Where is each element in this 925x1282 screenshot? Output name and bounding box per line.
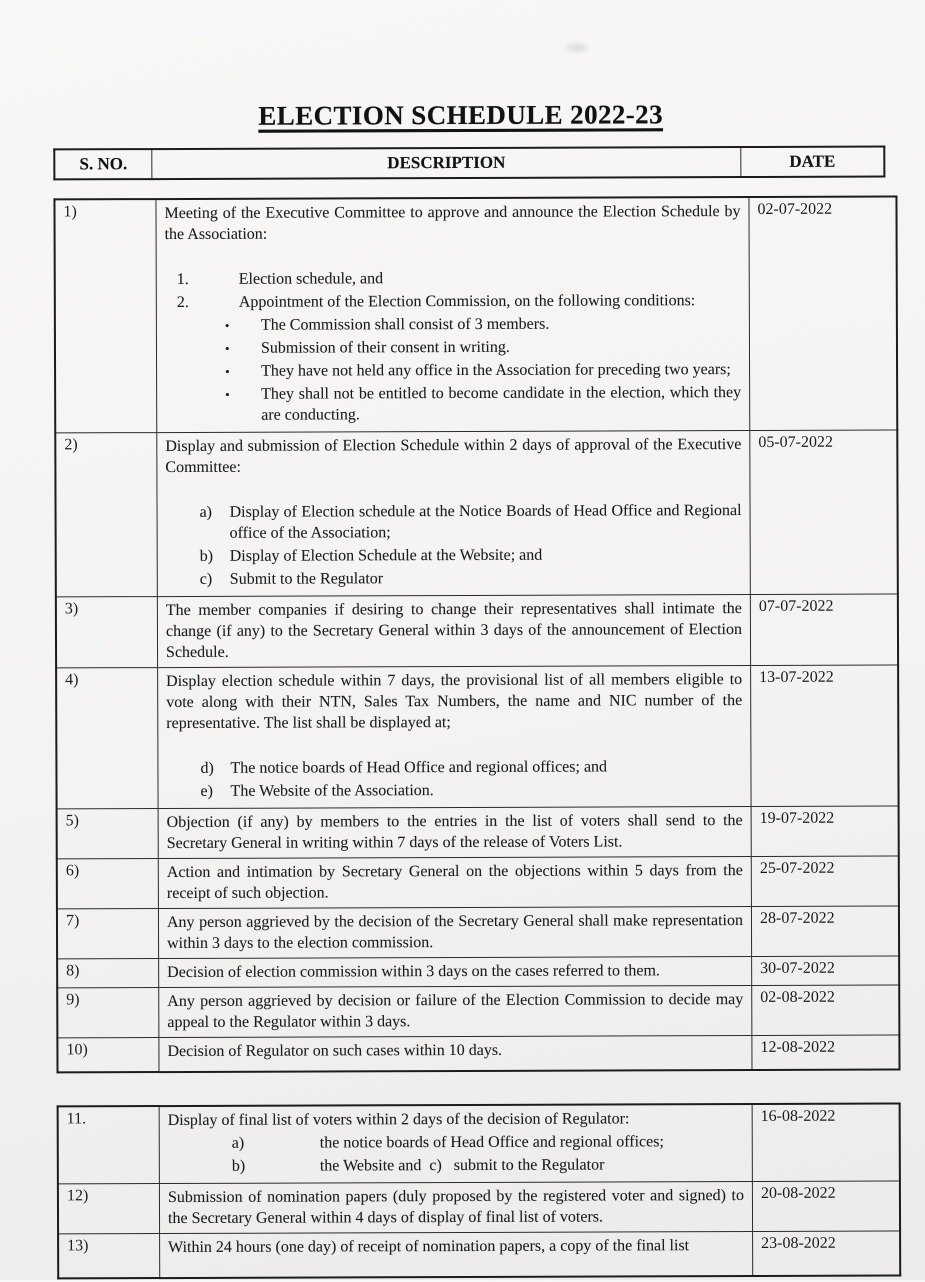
list-item — [165, 267, 741, 290]
schedule-row — [58, 1181, 900, 1234]
sno-cell — [57, 1038, 159, 1073]
paragraph-gap — [166, 732, 742, 756]
list-item-text: Submit to the Regulator — [229, 570, 384, 588]
schedule-row — [57, 906, 899, 959]
sno-cell — [57, 909, 159, 959]
schedule-row — [57, 856, 899, 909]
column-header-table — [53, 146, 885, 181]
description-cell — [159, 1035, 752, 1072]
description-cell — [159, 956, 752, 987]
sno-cell — [58, 1106, 160, 1184]
date-cell — [752, 985, 900, 1036]
paragraph-gap — [165, 476, 741, 500]
description-cell — [158, 806, 751, 858]
date-value: 30-07-2022 — [760, 959, 835, 977]
list-item-text: The Website of the Association. — [230, 782, 434, 800]
list-item — [165, 336, 741, 359]
date-value: 07-07-2022 — [758, 597, 834, 615]
sno-label: 5) — [65, 812, 79, 830]
column-header-date: DATE — [741, 147, 885, 178]
date-value: 02-08-2022 — [760, 988, 835, 1006]
bullet-icon: • — [225, 363, 230, 379]
sno-cell — [55, 433, 157, 597]
schedule-row — [57, 1035, 899, 1072]
description-paragraph: Within 24 hours (one day) of receipt of nomination papers, a copy of the final list — [168, 1237, 690, 1257]
description-cell — [158, 856, 751, 908]
sno-label: 8) — [66, 962, 80, 980]
schedule-table-continuation-body — [58, 1103, 901, 1278]
column-header-sno: S. NO. — [54, 149, 152, 179]
description-cell — [158, 665, 751, 808]
list-item-text: Display of Election Schedule at the Website; and — [229, 546, 543, 565]
date-value: 16-08-2022 — [760, 1107, 836, 1125]
description-cell — [157, 594, 750, 667]
schedule-row — [54, 196, 897, 432]
sno-label: 12) — [66, 1187, 89, 1205]
list-marker: b) — [199, 547, 214, 565]
list-item — [166, 567, 742, 590]
scan-smudge — [566, 44, 588, 52]
bullet-icon: • — [225, 386, 230, 402]
schedule-row — [58, 1231, 900, 1278]
list-marker: 2. — [176, 293, 189, 311]
date-value: 25-07-2022 — [759, 859, 835, 877]
column-header-description: DESCRIPTION — [152, 147, 741, 179]
schedule-table-main-body — [54, 196, 899, 1072]
schedule-row — [55, 430, 898, 597]
description-paragraph: Decision of Regulator on such cases within 10 days. — [167, 1041, 503, 1061]
list-item-text: Appointment of the Election Commission, on the following conditions: — [238, 292, 696, 311]
description-cell — [159, 985, 752, 1037]
description-paragraph: The member companies if desiring to change their representatives shall intimate the change (if any) to the Secretary General within 3 days of the announcement of Election Schedule. — [165, 600, 742, 662]
sno-cell — [57, 859, 159, 909]
list-item — [165, 313, 741, 336]
schedule-row — [56, 594, 898, 668]
bullet-icon: • — [224, 340, 230, 356]
description-paragraph: Any person aggrieved by the decision of the Secretary General shall make representation within 3 days to the election commission. — [166, 912, 744, 953]
list-item — [168, 1131, 744, 1154]
description-cell — [156, 197, 750, 433]
list-item — [165, 359, 741, 382]
schedule-table-continuation — [57, 1102, 902, 1279]
list-item — [165, 290, 741, 313]
sno-label: 4) — [65, 671, 79, 689]
sno-cell — [58, 1234, 160, 1279]
list-item — [168, 1154, 744, 1177]
date-cell — [749, 196, 897, 430]
schedule-table-main — [53, 195, 900, 1073]
list-item — [166, 756, 742, 779]
list-item — [166, 544, 742, 567]
sno-cell — [56, 597, 158, 668]
date-value: 19-07-2022 — [759, 809, 835, 827]
list-item-text: The notice boards of Head Office and regional offices; and — [230, 758, 608, 777]
sno-cell — [56, 668, 158, 809]
date-cell — [751, 806, 899, 857]
sno-cell — [57, 988, 159, 1038]
description-paragraph: Decision of election commission within 3 days on the cases referred to them. — [167, 962, 660, 982]
sno-label: 3) — [64, 600, 79, 618]
schedule-row — [58, 1103, 900, 1183]
list-marker: 1. — [176, 270, 189, 288]
list-item-text: They have not held any office in the Association for preceding two years; — [261, 361, 731, 380]
description-cell — [157, 430, 751, 596]
list-item-text: the Website and c) submit to the Regulator — [319, 1156, 605, 1175]
column-header-row — [54, 147, 884, 180]
date-value: 23-08-2022 — [761, 1234, 836, 1252]
sno-label: 2) — [64, 436, 78, 454]
paragraph-gap — [165, 243, 741, 267]
schedule-row — [57, 985, 899, 1038]
description-paragraph: Display and submission of Election Schedule within 2 days of approval of the Executive Committee: — [165, 436, 742, 477]
sno-cell — [57, 809, 159, 859]
description-paragraph: Submission of nomination papers (duly proposed by the registered voter and signed) to the Secretary General within 4 days of display of final list of voters. — [167, 1187, 744, 1228]
date-cell — [752, 1181, 900, 1232]
date-value: 02-07-2022 — [757, 200, 833, 218]
list-item-text: The Commission shall consist of 3 members. — [260, 315, 550, 334]
list-marker: e) — [200, 782, 213, 800]
description-paragraph: Action and intimation by Secretary General on the objections within 5 days from the receipt of such objection. — [166, 862, 743, 903]
date-cell — [751, 665, 899, 807]
sno-cell — [58, 1184, 160, 1234]
list-marker: d) — [200, 759, 214, 777]
description-paragraph: Any person aggrieved by decision or failure of the Election Commission to decide may appeal to the Regulator within 3 days. — [167, 991, 744, 1032]
sno-cell — [57, 959, 159, 988]
description-paragraph: Meeting of the Executive Committee to approve and announce the Election Schedule by the Association: — [164, 203, 741, 244]
description-paragraph: Display of final list of voters within 2 days of the decision of Regulator: — [167, 1110, 630, 1130]
date-value: 05-07-2022 — [758, 433, 833, 451]
schedule-row — [57, 956, 899, 988]
list-item-text: Submission of their consent in writing. — [260, 338, 510, 357]
list-item — [166, 500, 742, 544]
date-cell — [750, 594, 898, 666]
sno-label: 11. — [66, 1110, 87, 1128]
sno-label: 13) — [67, 1237, 89, 1255]
date-value: 20-08-2022 — [760, 1184, 836, 1202]
description-paragraph: Objection (if any) by members to the entries in the list of voters shall send to the Secretary General in writing within 7 days of the release of Voters List. — [166, 812, 743, 853]
sno-label: 10) — [66, 1041, 88, 1059]
list-marker: a) — [231, 1134, 245, 1152]
sno-cell — [54, 199, 156, 433]
sno-label: 9) — [66, 991, 80, 1009]
list-item-text: They shall not be entitled to become candidate in the election, which they are conducting. — [261, 384, 742, 424]
bullet-icon: • — [224, 317, 230, 333]
sno-label: 1) — [63, 203, 77, 221]
date-value: 12-08-2022 — [760, 1038, 836, 1056]
schedule-row — [57, 806, 899, 859]
date-value: 13-07-2022 — [759, 668, 834, 686]
date-cell — [752, 1035, 900, 1070]
schedule-row — [56, 665, 898, 809]
sno-label: 7) — [65, 912, 80, 930]
list-item-text: Display of Election schedule at the Notice Boards of Head Office and Regional office of the Association; — [229, 502, 742, 542]
date-cell — [751, 906, 899, 957]
page-title: ELECTION SCHEDULE 2022-23 — [258, 99, 663, 131]
date-cell — [753, 1231, 901, 1276]
date-value: 28-07-2022 — [759, 909, 835, 927]
list-marker: b) — [231, 1157, 246, 1175]
description-cell — [158, 906, 751, 958]
description-cell — [160, 1231, 753, 1278]
list-item-text: Election schedule, and — [238, 270, 384, 288]
list-item-text: the notice boards of Head Office and regional offices; — [319, 1133, 664, 1152]
date-cell — [751, 856, 899, 907]
description-paragraph: Display election schedule within 7 days, the provisional list of all members eligible to vote along with their NTN, Sales Tax Numbers, the name and NIC number of the representative. The list shall be displayed at; — [166, 671, 743, 733]
description-cell — [159, 1181, 752, 1233]
list-item — [165, 382, 741, 426]
date-cell — [752, 956, 900, 986]
date-cell — [752, 1103, 900, 1181]
date-cell — [750, 430, 898, 595]
list-item — [166, 779, 742, 802]
list-marker: c) — [199, 570, 213, 588]
description-cell — [159, 1104, 752, 1184]
sno-label: 6) — [65, 862, 80, 880]
list-marker: a) — [199, 503, 213, 521]
